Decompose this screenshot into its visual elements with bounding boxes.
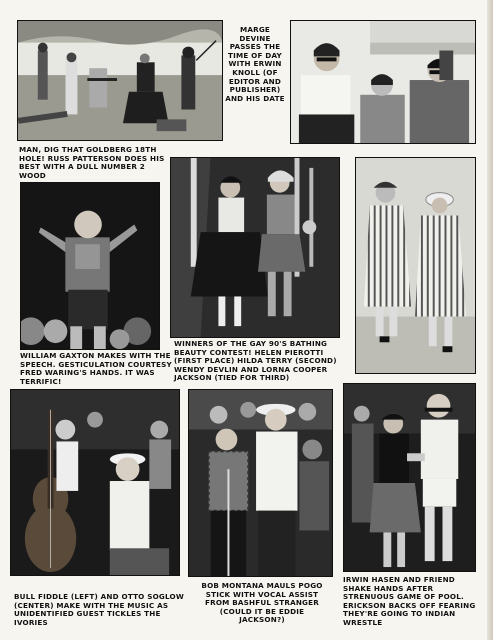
photo-marge-devine <box>290 20 476 144</box>
photo-bob-montana <box>188 389 333 577</box>
caption-montana: BOB MONTANA MAULS POGO STICK WITH VOCAL ASSIST FROM BASHFUL STRANGER (COULD IT BE EDDIE JACKSON?) <box>201 581 323 625</box>
photo-irwin-hasen <box>343 383 476 572</box>
caption-goldberg: MAN, DIG THAT GOLDBERG 18TH HOLE! RUSS PATTERSON DOES HIS BEST WITH A DULL NUMBER 2 WOOD <box>19 145 165 180</box>
caption-bathing: WINNERS OF THE GAY 90'S BATHING BEAUTY CONTEST! HELEN PIEROTTI (FIRST PLACE) HILDA TERRY (SECOND) WENDY DEVLIN AND LORNA COOPER JACKSON (TIED FOR THIRD) <box>174 339 337 383</box>
caption-gaxton: WILLIAM GAXTON MAKES WITH THE SPEECH. GESTICULATION COURTESY FRED WARING'S HANDS. IT WAS TERRIFIC! <box>20 351 172 386</box>
photo-striped-suits <box>355 157 476 374</box>
photo-bull-fiddle <box>10 389 180 576</box>
caption-fiddle: BULL FIDDLE (LEFT) AND OTTO SOGLOW (CENTER) MAKE WITH THE MUSIC AS UNIDENTIFIED GUEST TICKLES THE IVORIES <box>14 592 184 627</box>
page-edge <box>487 0 493 640</box>
photo-golf <box>17 20 223 141</box>
caption-marge: MARGE DEVINE PASSES THE TIME OF DAY WITH ERWIN KNOLL (OF EDITOR AND PUBLISHER) AND HIS DATE <box>225 25 285 103</box>
caption-hasen: IRWIN HASEN AND FRIEND SHAKE HANDS AFTER STRENUOUS GAME OF POOL. ERICKSON BACKS OFF FEARING THEY'RE GOING TO INDIAN WRESTLE <box>343 575 476 627</box>
photo-bathing-contest <box>170 157 340 338</box>
photo-gaxton-speech <box>20 182 160 350</box>
